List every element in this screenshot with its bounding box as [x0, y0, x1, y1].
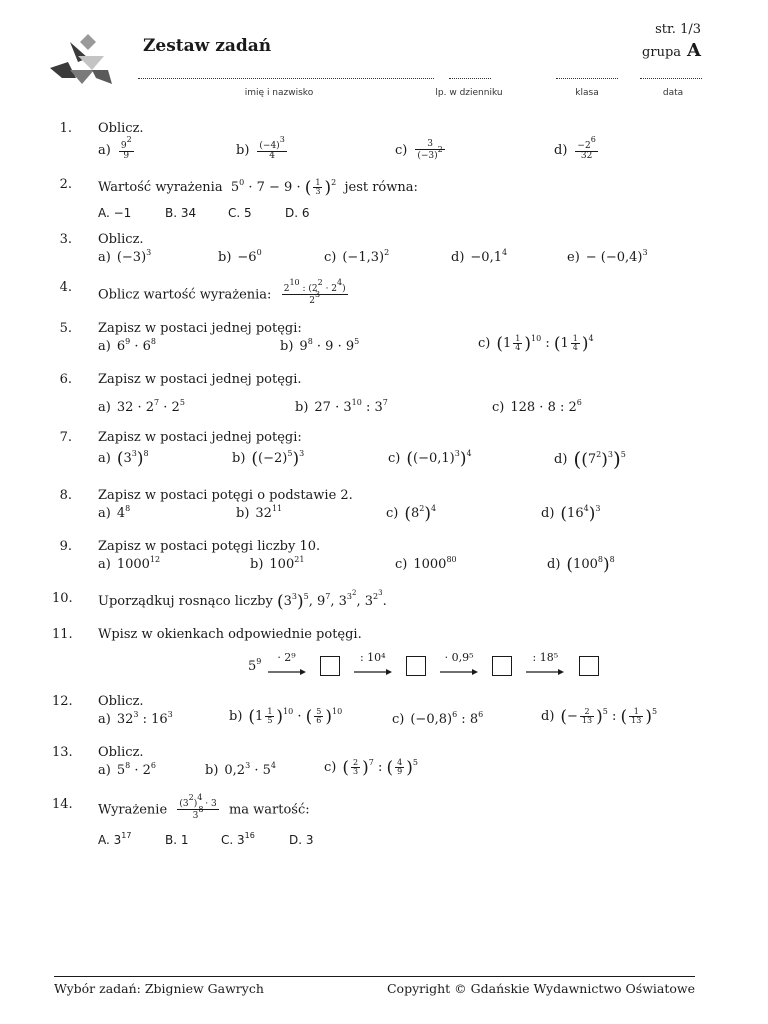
task-5-option-a: a) $6^9 \cdot 6^8$	[98, 337, 156, 354]
task-1-option-c: c) $\frac{3}{(-3)^2}$	[395, 139, 443, 162]
task-13-option-c: c) ( $\frac{2}{3}$ )$^7$ : ( $\frac{4}{9}$ )$^5$	[324, 757, 418, 778]
task-12-option-c: c) $(-0,8)^6$ : $8^6$	[392, 710, 484, 727]
power-chain: $5^9$ · 2⁹ : 10⁴ · 0,9⁵ : 18⁵	[248, 656, 607, 676]
task-instruction: Oblicz.	[98, 121, 144, 136]
task-5-option-b: b) $9^8 \cdot 9 \cdot 9^5$	[280, 337, 360, 354]
task-13-option-b: b) $0,2^3 \cdot 5^4$	[205, 761, 276, 778]
task-instruction: Wpisz w okienkach odpowiednie potęgi.	[98, 627, 362, 642]
name-line	[138, 78, 434, 79]
task-instruction: Oblicz wartość wyrażenia: $\frac{2^{10} : (2^2 \cdot 2^4)}{2^3}$	[98, 278, 346, 307]
task-7-option-a: a) $(3^3)^8$	[98, 449, 149, 469]
footer-author: Wybór zadań: Zbigniew Gawrych	[54, 981, 264, 996]
class-field-label: klasa	[575, 88, 599, 98]
task-number: 1.	[59, 121, 72, 136]
task-number: 11.	[52, 627, 73, 642]
task-3-option-b: $b) -6^0$	[218, 248, 262, 265]
task-13-option-a: a) $5^8 \cdot 2^6$	[98, 761, 156, 778]
tangram-logo	[48, 34, 114, 88]
task-12-option-a: a) $32^3$ : $16^3$	[98, 710, 173, 727]
task-number: 8.	[59, 488, 72, 503]
task-8-option-b: b) $32^{11}$	[236, 504, 283, 521]
task-3-option-d: $d) -0,1^4$	[451, 248, 508, 265]
answer-box[interactable]	[320, 656, 340, 676]
task-14-answer-d: D. 3	[289, 833, 314, 847]
task-6-option-c: c) 128 · 8 : $2^6$	[492, 398, 582, 415]
task-number: 6.	[59, 372, 72, 387]
task-12-option-d: d) (− $\frac{2}{13}$ )$^5$ : ( $\frac{1}{13}$ )$^5$	[541, 706, 658, 727]
task-instruction: Oblicz.	[98, 232, 144, 247]
task-2-answer-b: B. 34	[165, 206, 197, 220]
task-14-answer-b: B. 1	[165, 833, 189, 847]
task-instruction: Zapisz w postaci jednej potęgi:	[98, 321, 302, 336]
task-number: 13.	[52, 745, 73, 760]
task-1-option-d: d) $\frac{-2^6}{32}$	[554, 135, 596, 162]
task-number: 2.	[59, 177, 72, 192]
task-3-option-a: a) $(-3)^3$	[98, 248, 152, 265]
group-indicator	[642, 40, 701, 61]
task-instruction: Oblicz.	[98, 745, 144, 760]
task-instruction: Wyrażenie $\frac{(3^2)^4 \cdot 3}{3^8}$ ma wartość:	[98, 793, 310, 822]
task-9-option-a: a) 1000$^{12}$	[98, 555, 161, 572]
arrow-icon: · 0,9⁵	[440, 657, 478, 675]
group-label: grupa	[642, 45, 682, 60]
task-8-option-c: c) $(8^2)^4$	[386, 504, 437, 524]
name-field-label: imię i nazwisko	[244, 88, 314, 98]
arrow-icon: : 10⁴	[354, 657, 392, 675]
task-9-option-d: d) $(100^8)^8$	[547, 555, 615, 575]
date-line	[640, 78, 702, 79]
task-number: 7.	[59, 430, 72, 445]
task-number: 3.	[59, 232, 72, 247]
answer-box[interactable]	[492, 656, 512, 676]
task-instruction: Wartość wyrażenia $5^0 \cdot 7 - 9$ · ( $\frac{1}{3}$ )$^2$ jest równa:	[98, 177, 418, 198]
task-number: 12.	[52, 694, 73, 709]
footer-divider	[54, 976, 695, 977]
task-number: 5.	[59, 321, 72, 336]
date-field-label: data	[662, 88, 684, 98]
task-7-option-b: b) $((-2)^5)^3$	[232, 449, 305, 469]
task-9-option-c: c) 1000$^{80}$	[395, 555, 457, 572]
task-6-option-b: b) $27 \cdot 3^{10}$ : $3^7$	[295, 398, 388, 415]
task-5-option-c: c) (1 $\frac{1}{4}$ )$^{10}$ : (1 $\frac{1}{4}$ )$^4$	[478, 333, 594, 354]
task-8-option-a: a) $4^8$	[98, 504, 131, 521]
task-7-option-c: c) $((-0,1)^3)^4$	[388, 449, 472, 469]
task-instruction: Oblicz.	[98, 694, 144, 709]
answer-box[interactable]	[579, 656, 599, 676]
class-line	[556, 78, 618, 79]
task-instruction: Zapisz w postaci jednej potęgi.	[98, 372, 302, 387]
task-number: 14.	[52, 797, 73, 812]
group-value: A	[687, 40, 701, 61]
task-2-answer-d: D. 6	[285, 206, 310, 220]
task-number: 10.	[52, 591, 73, 606]
footer-copyright: Copyright © Gdańskie Wydawnictwo Oświatowe	[386, 981, 695, 996]
page-number: str. 1/3	[655, 22, 701, 37]
task-6-option-a: a) $32 \cdot 2^7 \cdot 2^5$	[98, 398, 185, 415]
task-2-answer-c: C. 5	[228, 206, 252, 220]
arrow-icon: · 2⁹	[268, 657, 306, 675]
answer-box[interactable]	[406, 656, 426, 676]
task-14-answer-a: A. $3^{17}$	[98, 831, 132, 847]
task-2-answer-a: A. −1	[98, 206, 132, 220]
task-9-option-b: b) $100^{21}$	[250, 555, 305, 572]
task-number: 9.	[59, 539, 72, 554]
task-3-option-c: c) $(-1,3)^2$	[324, 248, 390, 265]
task-instruction: Uporządkuj rosnąco liczby $(3^3)^5$, $9^7$, $3^{3^2}$, $3^{2^3}$.	[98, 589, 387, 612]
task-7-option-d: d) $((7^2)^3)^5$	[554, 447, 626, 471]
task-3-option-e: $e) - (-0,4)^3$	[567, 248, 648, 265]
task-1-option-b: b) $\frac{(-4)^3}{4}$	[236, 135, 285, 162]
number-field-label: lp. w dzienniku	[435, 88, 503, 98]
task-instruction: Zapisz w postaci potęgi o podstawie 2.	[98, 488, 353, 503]
number-line	[449, 78, 491, 79]
worksheet-title: Zestaw zadań	[143, 36, 272, 56]
task-instruction: Zapisz w postaci potęgi liczby 10.	[98, 539, 321, 554]
task-14-answer-c: C. $3^{16}$	[221, 831, 255, 847]
task-instruction: Zapisz w postaci jednej potęgi:	[98, 430, 302, 445]
task-8-option-d: d) $(16^4)^3$	[541, 504, 601, 524]
task-12-option-b: b) (1 $\frac{1}{5}$ )$^{10}$ · ( $\frac{5}{6}$ )$^{10}$	[229, 706, 343, 727]
task-1-option-a: a) $\frac{9^2}{9}$	[98, 135, 132, 162]
task-number: 4.	[59, 280, 72, 295]
arrow-icon: : 18⁵	[526, 657, 564, 675]
